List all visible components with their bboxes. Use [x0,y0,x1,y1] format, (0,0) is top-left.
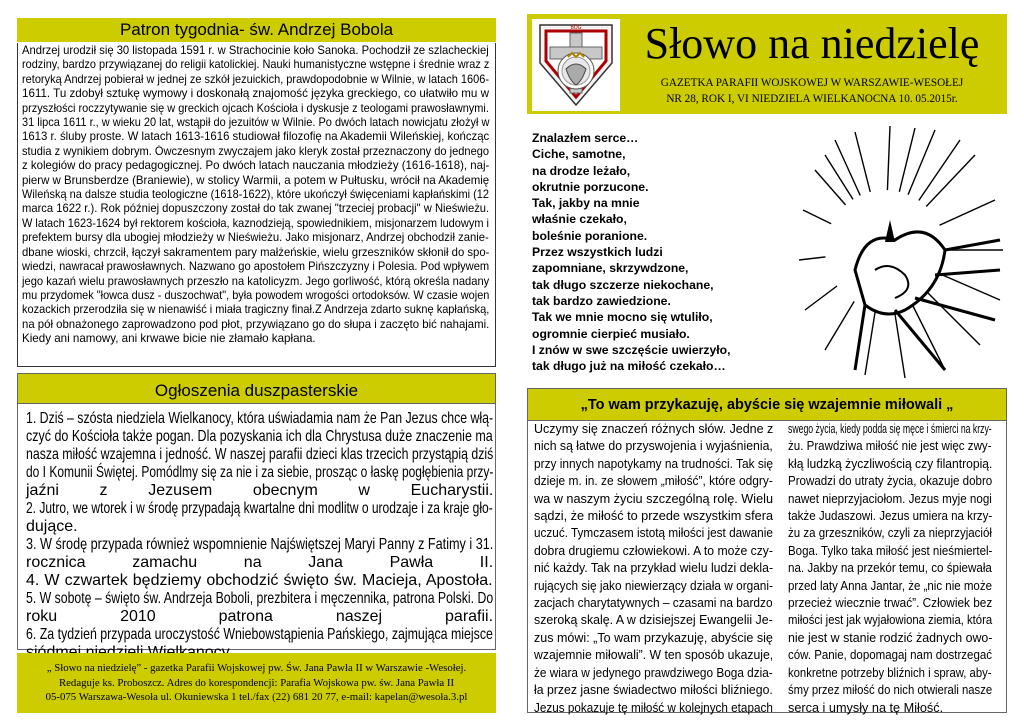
poem-line: zapomniane, skrzywdzone, [532,261,689,276]
announcement-line: dujące. [26,518,78,535]
poem-line: właśnie czekało, [532,212,627,227]
patron-text-line: W latach 1623-1624 był rektorem kościoła, kaznodzieją, spowiednikiem, misjonarzem ludowym i [22,216,489,230]
article-line: ła przez jasne świadectwo miłości bliźniego. [534,683,773,698]
poem-line: boleśnie poranione. [532,228,648,243]
announcement-line: nasza miłość wzajemna i jedność. W naszej parafii dzieci klas trzecich przystąpią dziś [26,446,494,463]
announcement-line: do I Komunii Świętej. Pomódlmy się za nie i za siebie, prosząc o łaskę pogłębienia przy- [26,464,494,481]
announcement-line: czyć do Kościoła także pogan. Dla pozyskania ich dla Chrystusa duże znaczenie ma [26,428,493,445]
article-line: żu za grzeszników, czyli za nieprzyjaciół [788,526,992,541]
patron-text-line: przyszłości roczzytywanie się w greckich ojcach Kościoła i dyskusje z teologami prawosławnymi. [22,101,489,115]
announcement-line: 3. W środę przypada również wspomnienie Najświętszej Maryi Panny z Fatimy i 31. [26,536,494,553]
poem [532,130,792,380]
emblem [532,19,620,111]
article-line: zus mówi: „To wam przykazuję, abyście się [534,630,773,645]
poem-line: Tak we mnie mocno się wtuliło, [532,310,713,325]
article-line: przed laty Anna Jantar, że „nic nie może [788,578,992,593]
article-line: ców. Panie, dopomagaj nam dostrzegać [788,648,992,663]
article-line: Uczymy się znaczeń różnych słów. Jedne z [534,422,774,436]
announcements-header [17,373,496,404]
quote-header [527,388,1007,421]
announcements-body [17,404,496,650]
patron-text-line: 31 lipca 1611 r., w wieku 20 lat, wstąpił do jezuitów w Wilnie. Po dwóch latach nowicjatu złożył w [22,116,490,130]
article-line: śmy przez miłość do nich otwierali nasze [788,683,993,698]
patron-text-line: Andrzej urodził się 30 listopada 1591 r. w Strachocinie koło Sanoka. Pochodził ze szlacheckiej [22,44,489,57]
patron-text [17,43,496,367]
article-line: kłą ludzką życzliwością czy filantropią. [788,456,993,471]
article-column-1 [534,421,783,717]
article-line: szeroką skalę. A w dzisiejszej Ewangelii Je- [534,613,773,628]
patron-text-line: studia z wynikiem dobrym. Ówczesnym zwyczajem jako kleryk został przeznaczony do jednego [22,144,490,158]
patron-text-line: pierw w Brunsberdze (Braniewie), w stolicy Warmii, a potem w Pułtusku, wrócił na Akademię [22,173,490,187]
masthead [527,14,1007,114]
announcement-line: jaźni z Jezusem obecnym w Eucharystii. [26,482,494,499]
svg-text:BÓG: BÓG [570,25,582,31]
article-line: Prowadzi do utraty życia, okazuje dobro [788,474,993,489]
article-line: także Judaszowi. Jezus umiera na krzy- [788,509,993,524]
announcement-line: 1. Dziś – szósta niedziela Wielkanocy, która uświadamia nam że Pan Jezus chce włą- [26,410,494,427]
poem-line: Znalazłem serce… [532,131,639,145]
patron-text-line: 1613 r. śluby proste. W latach 1613-1616 studiował filozofię na Akademii Wileńskiej, kończąc [22,130,490,144]
article-line: rujących się jako niewierzący działa w organi- [534,578,773,593]
poem-line: tak długo już na miłość czekało… [532,359,726,374]
poem-line: I znów w swe szczęście uwierzyło, [532,342,731,357]
article-line: przecież wiecznie trwać”. Człowiek bez [788,596,993,611]
footer-line: 05-075 Warszawa-Wesoła ul. Okuniewska 1 tel./fax (22) 681 20 77, e-mail: kapelan@wesoła.3.pl [45,691,468,703]
article-line: na. Jakby na przekór temu, co śpiewała [788,561,992,576]
footer-line: „ Słowo na niedzielę” - gazetka Parafii Wojskowej pw. Św. Jana Pawła II w Warszawie -Wesołej. [46,662,467,674]
article-body [527,421,1007,713]
patron-text-line: mu przydomek "łowca dusz - duszochwat", była powodem wrogości ortodoksów. W czasie wojen [22,288,490,302]
article-line: wa w naszym życiu szczególną rolę. Wielu [534,491,774,506]
patron-text-line: 1611. Tu zdobył sztukę wymowy i doskonałą znajomość języka greckiego, co ułatwiło mu w [22,87,489,101]
patron-header [17,18,496,42]
heart-illustration-icon [795,120,1007,384]
newsletter-subtitle-1: GAZETKA PARAFII WOJSKOWEJ W WARSZAWIE-WESOŁEJ [660,77,964,89]
military-eagle-emblem-icon [532,19,620,111]
article-line: Jezus pokazuje tę miłość w kolejnych etapach [534,700,773,715]
article-line: Boga. Tylko taka miłość jest nieśmiertel- [788,543,993,558]
poem-line: Ciche, samotne, [532,147,626,162]
article-line: konkretne potrzeby bliźnich i spraw, aby- [788,665,992,680]
patron-text-line: jego kazań wielu prawosławnych przeszło na katolicyzm. Jego gorliwość, którą określa nadany [22,274,490,288]
article-line: swego życia, kiedy podda się męce i śmierci na krzy- [788,422,992,436]
patron-text-line: dbane wioski, chrzcił, łączył sakramentem pary małżeńskie, wielu grzeszników skłonił do spo- [22,245,490,259]
footer [17,653,496,713]
newsletter-issue-line: NR 28, ROK I, VI NIEDZIELA WIELKANOCNA 10. 05.2015r. [666,93,958,105]
patron-text-line: marca 1622 r.). Rok później dopuszczony został do tak zwanej "trzeciej probacji" w Nieświeżu. [22,202,490,216]
article-line: nić każdy. Tak na przykład wielu ludzi dekla- [534,561,774,576]
article-line: nawet nieprzyjaciołom. Jezus myje nogi [788,491,992,506]
patron-text-line: na pół obnażonego zaprowadzono pod płot, przywiązano go do słupa i zaczęto bić nahajami. [22,317,490,331]
article-line: nie jest w stanie rodzić żadnych owo- [788,630,993,645]
announcement-line: 2. Jutro, we wtorek i w środę przypadają kwartalne dni modlitw o urodzaje i za kraje gło- [26,500,493,517]
announcement-line: 6. Za tydzień przypada uroczystość Wniebowstąpienia Pańskiego, zajmująca miejsce [26,626,493,643]
article-line: przy innych napotykamy na trudności. Tak się [534,456,774,471]
article-line: zacjach charytatywnych – czasami na bardzo [534,596,773,611]
patron-title: Patron tygodnia- św. Andrzej Bobola [119,20,394,39]
patron-text-line: kozackich przerodziła się w nienawiść i miała tragiczny finał.Z Andrzeja zdarto suknę kapłańską, [22,303,490,317]
article-line: miłości jest jak wyjałowiona ziemia, która [788,613,993,628]
poem-line: okrutnie porzucone. [532,179,649,194]
article-line: serca i umysły na tę Miłość. [788,700,944,715]
poem-line: ogromnie cierpieć musiało. [532,326,690,341]
patron-text-line: rodziny, bardzo przywiązanej do religii katolickiej. Nauki humanistyczne wstępne i średnie wraz z [22,58,490,72]
article-line: uczuć. Tymczasem istotą miłości jest dawanie [534,526,773,541]
quote-title: „To wam przykazuję, abyście się wzajemnie miłowali „ [580,397,954,413]
poem-line: tak długo szczerze niekochane, [532,277,714,292]
poem-line: Przez wszystkich ludzi [532,245,663,260]
announcement-line: 4. W czwartek będziemy obchodzić święto św. Macieja, Apostoła. [26,572,493,589]
article-line: dobra drugiemu człowiekowi. A to może czy- [534,543,773,558]
announcement-line: roku 2010 patrona naszej parafii. [26,608,494,625]
poem-line: tak bardzo zawiedzione. [532,293,671,308]
article-line: żu. Prawdziwa miłość nie jest więc zwy- [788,439,992,454]
poem-line: na drodze leżało, [532,163,631,178]
article-line: dzieje m. in. ze słowem „miłość”, które odgry- [534,474,773,489]
article-line: wzajemnie miłowali”. W ten sposób ukazuje, [534,648,774,663]
article-line: że wiara w jedynego prawdziwego Boga dzia- [534,665,773,680]
patron-text-line: wiedzi, nawracał prawosławnych. Nazwano go apostołem Pińszczyzny i Polesia. Pod wpływem [22,260,490,274]
patron-text-line: z kolegiów do pracy pedagogicznej. Po dwóch latach nauczania młodzieży (1616-1618), naj- [22,159,490,173]
patron-text-line: Wileńską na dalsze studia teologiczne (1618-1622), które ukończył święceniami kapłańskimi (12 [22,188,489,202]
heart-woodcut-illustration [795,120,1007,384]
article-line: sądzi, że miłość to przede wszystkim sfera [534,509,774,524]
announcements-title: Ogłoszenia duszpasterskie [154,381,359,400]
footer-line: Redaguje ks. Proboszcz. Adres do korespondencji: Parafia Wojskowa pw. św. Jana Pawła II [58,676,455,689]
patron-text-line: prefektem bursy dla ubogiej młodzieży w Nieświeżu. Jako misjonarz, Andrzej obchodził zanie- [22,231,489,245]
announcement-line: rocznica zamachu na Jana Pawła II. [26,554,494,571]
announcement-line: 5. W sobotę – święto św. Andrzeja Boboli, prezbitera i męczennika, patrona Polski. Do [26,590,494,607]
article-line: nich są łatwe do przyswojenia i wyjaśnienia, [534,439,773,454]
poem-line: Tak, jakby na mnie [532,196,640,211]
patron-text-line: Kiedy ani namowy, ani krwawe bicie nie złamało kapłana. [22,332,316,346]
newsletter-title: Słowo na niedzielę [644,19,980,68]
patron-text-line: retoryką Andrzej pobierał w jednej ze szkół jezuickich, prawdopodobnie w Wilnie, w latach 1606- [22,72,489,86]
article-column-2 [788,421,1002,717]
